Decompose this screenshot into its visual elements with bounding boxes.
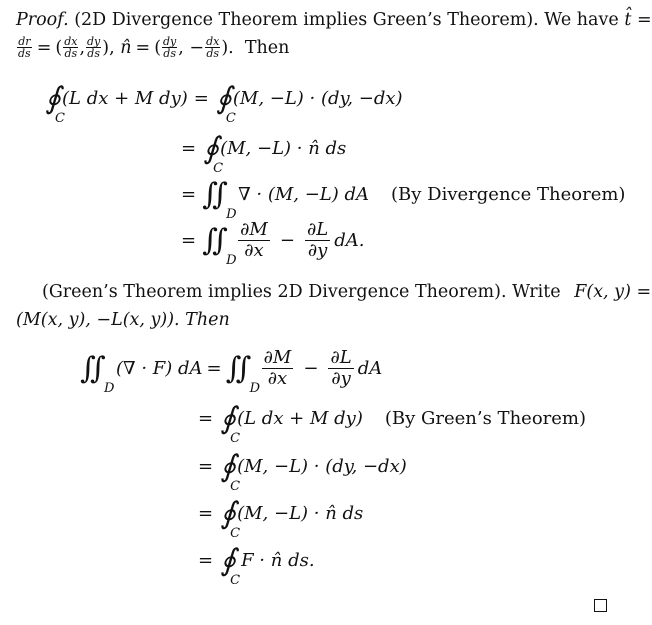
partial-m-x-fraction: $\frac{\partial M}{\partial x}$ xyxy=(263,347,292,389)
part1-eq-row1: ∮ C (L dx + M dy) = ∮ C (M, −L) · (dy, −dx) xyxy=(45,81,403,126)
part2-rhs3: (M, −L) · (dy, −dx) xyxy=(237,456,407,477)
double-integral-symbol: ∬ D xyxy=(225,350,261,396)
proof-intro-line2: $\frac{dr}{ds}$ = ( $\frac{dx}{ds}$ , $\frac{dy}{ds}$ ), n̂ = ( $\frac{dy}{ds}$ , − $\frac{dx}{ds}$ ). Then xyxy=(18,35,290,60)
part2-note-greens: (By Green’s Theorem) xyxy=(384,408,586,429)
part2-eq-row3: = ∮ C (M, −L) · (dy, −dx) xyxy=(198,449,407,494)
contour-integral-symbol: ∮ C xyxy=(216,81,236,126)
part1-tail: dA. xyxy=(334,229,365,251)
double-integral-symbol: ∬ D xyxy=(202,177,237,222)
dy-ds-fraction: $\frac{dy}{ds}$ xyxy=(87,35,101,60)
part2-eq-row5: = ∮ C F · n̂ ds. xyxy=(198,543,315,588)
part1-intro: (2D Divergence Theorem implies Green’s Theorem). We have xyxy=(74,10,619,30)
part1-eq-row2: = ∮ C (M, −L) · n̂ ds xyxy=(181,131,347,176)
double-integral-symbol: ∬ D xyxy=(80,350,115,396)
contour-integral-symbol: ∮ C xyxy=(220,401,241,446)
part2-intro-line2 xyxy=(16,309,230,331)
part2-rhs2: (L dx + M dy) xyxy=(237,408,363,429)
then-word: Then xyxy=(244,37,290,58)
contour-integral-symbol: ∮ C xyxy=(203,131,224,176)
part2-eq-row2: = ∮ C (L dx + M dy) (By Green’s Theorem) xyxy=(198,401,586,446)
part2-eq-row1: ∬ D (∇ · F) dA = ∬ D $\frac{\partial M}{\partial x}$ − $\frac{\partial L}{\partial y}$ dA xyxy=(80,347,383,396)
dy-ds-fraction-2: $\frac{dy}{ds}$ xyxy=(163,35,177,60)
partial-m-x-fraction: $\frac{\partial M}{\partial x}$ xyxy=(240,219,268,261)
part1-eq-row3: = ∬ D ∇ · (M, −L) dA (By Divergence Theorem) xyxy=(181,177,626,222)
contour-integral-symbol: ∮ C xyxy=(220,543,241,588)
contour-integral-symbol: ∮ C xyxy=(220,496,241,541)
part1-note-divergence: (By Divergence Theorem) xyxy=(391,184,626,205)
proof-intro-line1: Proof. (2D Divergence Theorem implies Green’s Theorem). We have t̂ = xyxy=(16,10,652,30)
n-hat-symbol: n̂ xyxy=(120,37,132,58)
double-integral-symbol: ∬ D xyxy=(202,222,237,268)
partial-l-y-fraction: $\frac{\partial L}{\partial y}$ xyxy=(330,347,352,389)
part1-rhs3: ∇ · (M, −L) dA xyxy=(238,184,370,205)
qed-square xyxy=(594,599,607,612)
contour-integral-symbol: ∮ C xyxy=(45,81,65,126)
part2-intro-a: (Green’s Theorem implies 2D Divergence Theorem). Write xyxy=(42,282,561,302)
part1-lhs: (L dx + M dy) xyxy=(62,88,188,109)
part1-rhs2: (M, −L) · n̂ ds xyxy=(220,138,347,159)
part2-rhs5: F · n̂ ds. xyxy=(241,550,315,571)
part2-tail: dA xyxy=(357,357,383,379)
dx-ds-fraction: $\frac{dx}{ds}$ xyxy=(64,35,78,60)
part2-rhs4: (M, −L) · n̂ ds xyxy=(237,503,364,524)
proof-label: Proof. xyxy=(16,10,69,30)
part2-intro-c: (M(x, y), −L(x, y)). Then xyxy=(16,310,230,330)
part2-intro-line1 xyxy=(42,281,651,303)
contour-integral-symbol: ∮ C xyxy=(220,449,241,494)
part1-rhs1: (M, −L) · (dy, −dx) xyxy=(232,88,403,109)
t-hat-symbol: t̂ xyxy=(624,10,632,30)
part2-lhs: (∇ · F) dA xyxy=(116,357,203,379)
part2-intro-b: F(x, y) = xyxy=(574,282,652,302)
dr-ds-fraction: $\frac{dr}{ds}$ xyxy=(18,35,31,60)
part1-eq-row4: = ∬ D $\frac{\partial M}{\partial x}$ − $\frac{\partial L}{\partial y}$ dA. xyxy=(181,219,365,268)
dx-ds-fraction-2: $\frac{dx}{ds}$ xyxy=(206,35,220,60)
partial-l-y-fraction: $\frac{\partial L}{\partial y}$ xyxy=(306,219,329,261)
part2-eq-row4: = ∮ C (M, −L) · n̂ ds xyxy=(198,496,364,541)
